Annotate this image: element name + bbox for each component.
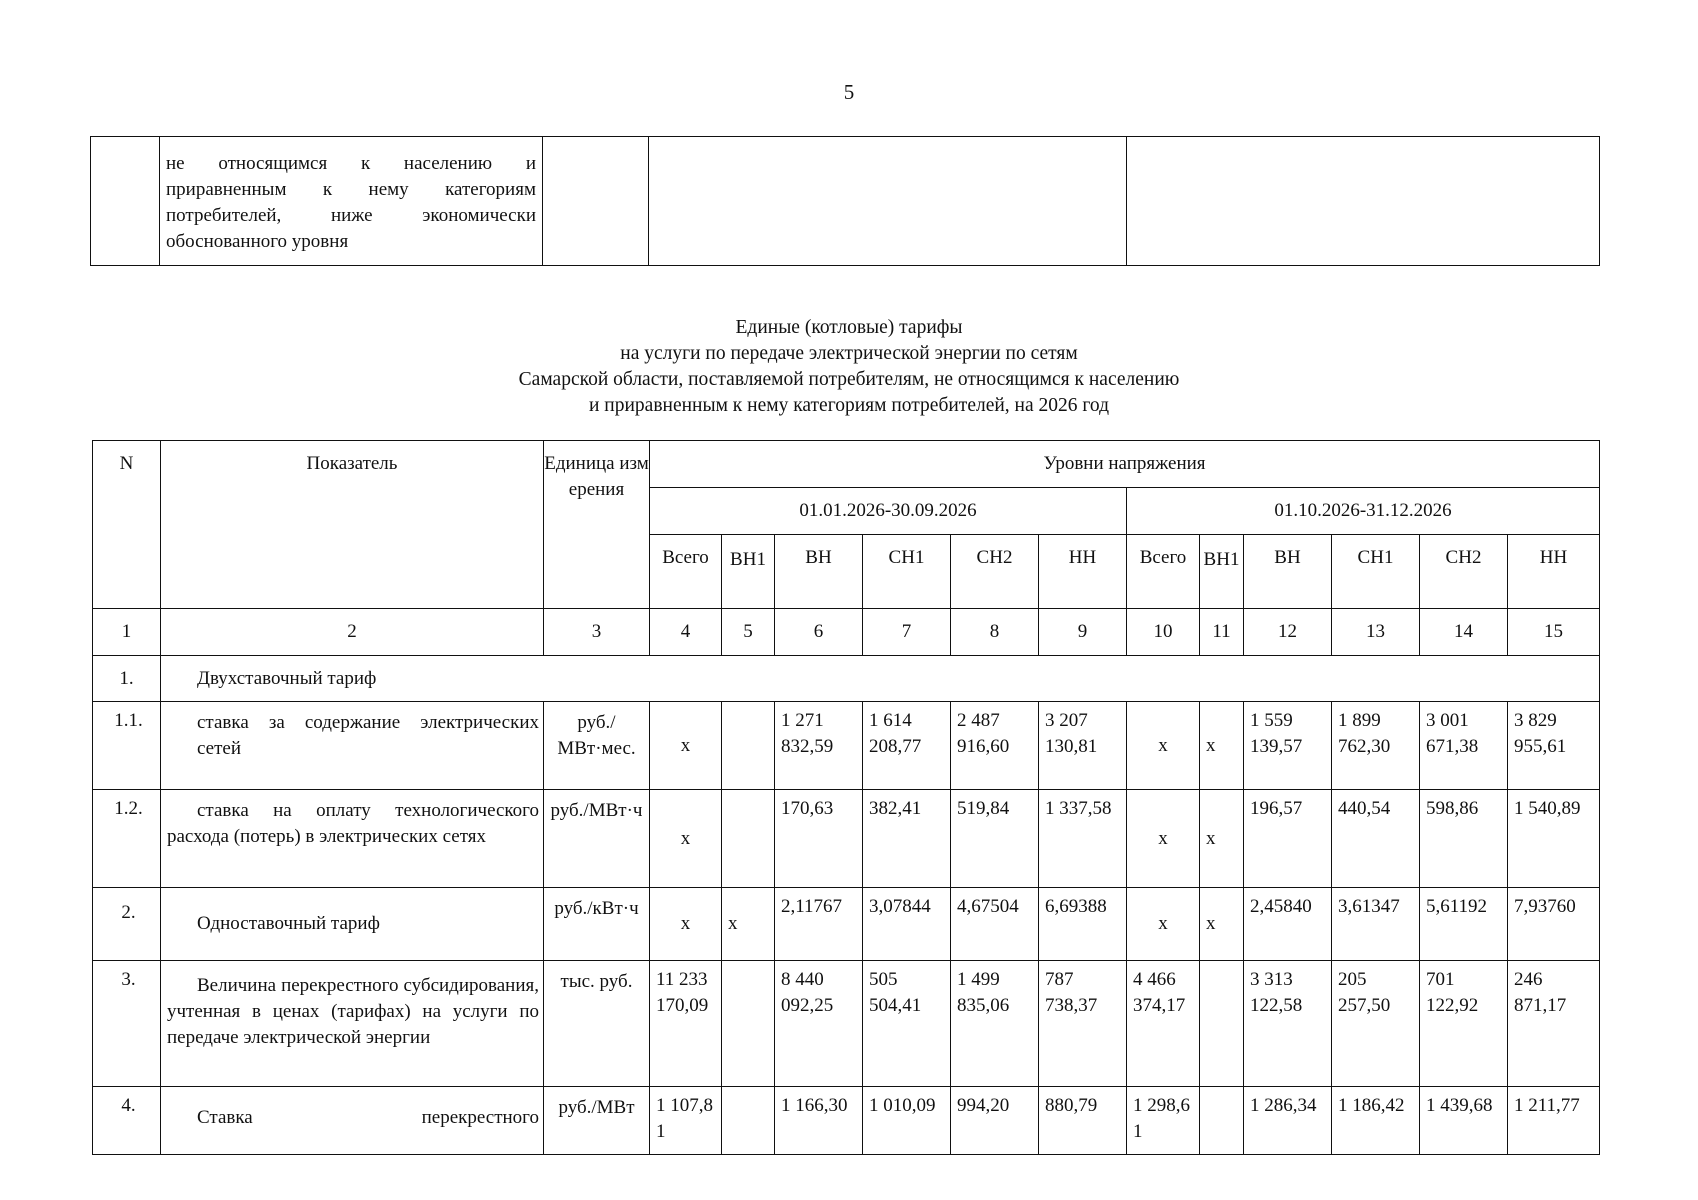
row-unit: руб./МВт·мес. bbox=[544, 702, 650, 790]
cell-value: х bbox=[1200, 790, 1244, 888]
cell-value: 382,41 bbox=[863, 790, 951, 888]
header-nn: НН bbox=[1039, 535, 1127, 609]
header-vn1: ВН1 bbox=[1200, 535, 1244, 609]
header-period-2: 01.10.2026-31.12.2026 bbox=[1127, 488, 1600, 535]
continuation-cell-empty bbox=[543, 137, 649, 266]
cell-value: 1 286,34 bbox=[1244, 1087, 1332, 1155]
cell-value: 787 738,37 bbox=[1039, 961, 1127, 1087]
page-number: 5 bbox=[843, 80, 855, 104]
column-number: 6 bbox=[775, 609, 863, 656]
cell-value: 598,86 bbox=[1420, 790, 1508, 888]
cell-value: 3 207 130,81 bbox=[1039, 702, 1127, 790]
table-row bbox=[93, 888, 1600, 961]
cell-value: 2,11767 bbox=[775, 888, 863, 961]
header-nn: НН bbox=[1508, 535, 1600, 609]
cell-value: 5,61192 bbox=[1420, 888, 1508, 961]
header-sn1: СН1 bbox=[863, 535, 951, 609]
cell-value: 1 337,58 bbox=[1039, 790, 1127, 888]
row-label: Одноставочный тариф bbox=[161, 888, 544, 961]
cell-value: 1 298,61 bbox=[1127, 1087, 1200, 1155]
cell-value: 880,79 bbox=[1039, 1087, 1127, 1155]
header-indicator: Показатель bbox=[161, 441, 544, 609]
cell-value: 3,61347 bbox=[1332, 888, 1420, 961]
cell-value: 8 440 092,25 bbox=[775, 961, 863, 1087]
header-n: N bbox=[93, 441, 161, 609]
row-unit: руб./МВт·ч bbox=[544, 790, 650, 888]
row-label: Ставка перекрестного bbox=[161, 1087, 544, 1155]
column-number: 9 bbox=[1039, 609, 1127, 656]
column-number: 3 bbox=[544, 609, 650, 656]
cell-value: х bbox=[1127, 888, 1200, 961]
cell-value: 2 487 916,60 bbox=[951, 702, 1039, 790]
cell-value: 196,57 bbox=[1244, 790, 1332, 888]
table-row bbox=[93, 1087, 1600, 1155]
cell-value: 1 559 139,57 bbox=[1244, 702, 1332, 790]
header-total: Всего bbox=[1127, 535, 1200, 609]
cell-value: 3,07844 bbox=[863, 888, 951, 961]
continuation-cell-empty bbox=[91, 137, 160, 266]
cell-value: 1 186,42 bbox=[1332, 1087, 1420, 1155]
cell-value: 7,93760 bbox=[1508, 888, 1600, 961]
cell-value: 1 614 208,77 bbox=[863, 702, 951, 790]
cell-value: 505 504,41 bbox=[863, 961, 951, 1087]
row-unit: руб./кВт·ч bbox=[544, 888, 650, 961]
cell-value: 1 540,89 bbox=[1508, 790, 1600, 888]
cell-value: 440,54 bbox=[1332, 790, 1420, 888]
cell-value: 1 899 762,30 bbox=[1332, 702, 1420, 790]
continuation-cell-empty bbox=[1127, 137, 1600, 266]
row-number: 1.2. bbox=[93, 790, 161, 888]
cell-value: 701 122,92 bbox=[1420, 961, 1508, 1087]
cell-value: 6,69388 bbox=[1039, 888, 1127, 961]
title-line: Самарской области, поставляемой потребителям, не относящимся к населению bbox=[518, 369, 1180, 390]
cell-value: 1 439,68 bbox=[1420, 1087, 1508, 1155]
cell-value: х bbox=[1127, 790, 1200, 888]
cell-value: 4,67504 bbox=[951, 888, 1039, 961]
header-vn: ВН bbox=[775, 535, 863, 609]
cell-value: 3 313 122,58 bbox=[1244, 961, 1332, 1087]
cell-value: х bbox=[1200, 702, 1244, 790]
cell-value bbox=[722, 961, 775, 1087]
title-line: на услуги по передаче электрической энергии по сетям bbox=[620, 343, 1078, 364]
cell-value bbox=[722, 790, 775, 888]
table-row bbox=[93, 790, 1600, 888]
cell-value: х bbox=[650, 702, 722, 790]
cell-value: 11 233 170,09 bbox=[650, 961, 722, 1087]
header-sn2: СН2 bbox=[1420, 535, 1508, 609]
table-row bbox=[93, 656, 1600, 702]
header-vn: ВН bbox=[1244, 535, 1332, 609]
continuation-table bbox=[90, 136, 1600, 266]
cell-value: 3 829 955,61 bbox=[1508, 702, 1600, 790]
cell-value bbox=[1200, 1087, 1244, 1155]
column-number: 2 bbox=[161, 609, 544, 656]
cell-value: 4 466 374,17 bbox=[1127, 961, 1200, 1087]
cell-value: 1 271 832,59 bbox=[775, 702, 863, 790]
cell-value: 1 107,81 bbox=[650, 1087, 722, 1155]
cell-value: 246 871,17 bbox=[1508, 961, 1600, 1087]
column-number: 13 bbox=[1332, 609, 1420, 656]
continuation-cell-empty bbox=[649, 137, 1127, 266]
cell-value: 519,84 bbox=[951, 790, 1039, 888]
cell-value: х bbox=[650, 790, 722, 888]
header-unit: Единица измерения bbox=[544, 441, 650, 609]
continuation-text: не относящимся к населению и приравненным к нему категориям потребителей, ниже экономически обоснованного уровня bbox=[160, 137, 543, 266]
header-voltage-levels: Уровни напряжения bbox=[650, 441, 1600, 488]
row-label: Двухставочный тариф bbox=[161, 656, 1600, 702]
row-number: 3. bbox=[93, 961, 161, 1087]
cell-value: 1 166,30 bbox=[775, 1087, 863, 1155]
row-unit: тыс. руб. bbox=[544, 961, 650, 1087]
cell-value: х bbox=[1200, 888, 1244, 961]
row-label: ставка за содержание электрических сетей bbox=[161, 702, 544, 790]
column-number: 4 bbox=[650, 609, 722, 656]
cell-value: 994,20 bbox=[951, 1087, 1039, 1155]
cell-value: 205 257,50 bbox=[1332, 961, 1420, 1087]
tariff-table bbox=[92, 440, 1600, 1155]
header-vn1: ВН1 bbox=[722, 535, 775, 609]
header-period-1: 01.01.2026-30.09.2026 bbox=[650, 488, 1127, 535]
cell-value: х bbox=[650, 888, 722, 961]
cell-value: 170,63 bbox=[775, 790, 863, 888]
header-sn1: СН1 bbox=[1332, 535, 1420, 609]
row-unit: руб./МВт bbox=[544, 1087, 650, 1155]
cell-value: 1 010,09 bbox=[863, 1087, 951, 1155]
cell-value: х bbox=[722, 888, 775, 961]
cell-value: 1 211,77 bbox=[1508, 1087, 1600, 1155]
cell-value: 1 499 835,06 bbox=[951, 961, 1039, 1087]
title-line: и приравненным к нему категориям потребителей, на 2026 год bbox=[588, 395, 1110, 416]
row-label: Величина перекрестного субсидирования, учтенная в ценах (тарифах) на услуги по передаче электрической энергии bbox=[161, 961, 544, 1087]
cell-value bbox=[722, 702, 775, 790]
row-number: 1.1. bbox=[93, 702, 161, 790]
row-label: ставка на оплату технологического расхода (потерь) в электрических сетях bbox=[161, 790, 544, 888]
column-number: 7 bbox=[863, 609, 951, 656]
table-title bbox=[0, 315, 1698, 419]
table-row bbox=[93, 961, 1600, 1087]
title-line: Единые (котловые) тарифы bbox=[735, 317, 963, 338]
header-sn2: СН2 bbox=[951, 535, 1039, 609]
header-total: Всего bbox=[650, 535, 722, 609]
row-number: 2. bbox=[93, 888, 161, 961]
cell-value: 3 001 671,38 bbox=[1420, 702, 1508, 790]
cell-value: 2,45840 bbox=[1244, 888, 1332, 961]
column-number: 15 bbox=[1508, 609, 1600, 656]
column-number: 12 bbox=[1244, 609, 1332, 656]
cell-value: х bbox=[1127, 702, 1200, 790]
column-number: 1 bbox=[93, 609, 161, 656]
column-number: 8 bbox=[951, 609, 1039, 656]
table-row bbox=[93, 702, 1600, 790]
row-number: 4. bbox=[93, 1087, 161, 1155]
column-number: 10 bbox=[1127, 609, 1200, 656]
column-number: 14 bbox=[1420, 609, 1508, 656]
cell-value bbox=[722, 1087, 775, 1155]
column-number: 11 bbox=[1200, 609, 1244, 656]
row-number: 1. bbox=[93, 656, 161, 702]
column-number: 5 bbox=[722, 609, 775, 656]
cell-value bbox=[1200, 961, 1244, 1087]
